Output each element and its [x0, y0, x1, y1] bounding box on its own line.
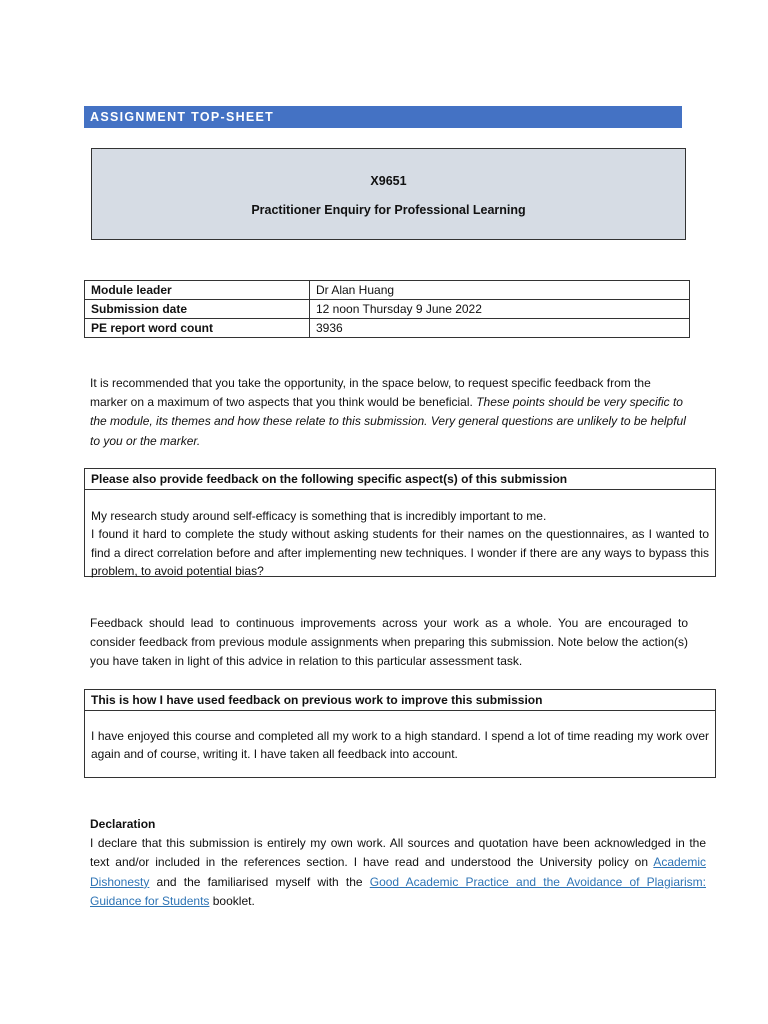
module-leader-value: Dr Alan Huang	[310, 281, 690, 300]
module-code: X9651	[370, 174, 407, 188]
intro-italic-text: These points should be very specific to the module, its themes and how these relate to this submission. Very general questions are unlikely to be helpful to you or the marker.	[90, 395, 686, 448]
previous-feedback-text: I have enjoyed this course and completed all my work to a high standard. I spend a lot of time reading my work over again and of course, writing it. I have taken all feedback into account.	[91, 729, 709, 762]
declaration-text-3: booklet.	[209, 894, 255, 909]
table-row	[85, 281, 690, 300]
previous-feedback-box	[84, 689, 716, 778]
specific-feedback-heading: Please also provide feedback on the following specific aspect(s) of this submission	[85, 469, 715, 490]
academic-dishonesty-link[interactable]: Academic Dishonesty	[90, 855, 706, 889]
table-row	[85, 300, 690, 319]
good-academic-practice-link[interactable]: Good Academic Practice and the Avoidance of Plagiarism: Guidance for Students	[90, 874, 706, 909]
submission-date-label: Submission date	[85, 300, 310, 319]
module-name: Practitioner Enquiry for Professional Learning	[251, 203, 526, 217]
intro-text: It is recommended that you take the opportunity, in the space below, to request specific feedback from the marker on a maximum of two aspects that you think would be beneficial.	[90, 376, 651, 410]
declaration-text-1: I declare that this submission is entirely my own work. All sources and quotation have been acknowledged in the text and/or included in the references section. I have read and understood the University policy on	[90, 836, 706, 870]
previous-feedback-body[interactable]	[85, 711, 715, 764]
declaration-text-2: and the familiarised myself with the	[149, 874, 370, 889]
declaration-title: Declaration	[90, 817, 156, 831]
module-title-box	[91, 148, 686, 240]
assignment-top-sheet-header: ASSIGNMENT TOP-SHEET	[84, 106, 682, 128]
module-info-table	[84, 280, 690, 338]
word-count-value: 3936	[310, 319, 690, 338]
specific-feedback-line-1: My research study around self-efficacy is something that is incredibly important to me.	[91, 509, 547, 523]
specific-feedback-box	[84, 468, 716, 577]
word-count-label: PE report word count	[85, 319, 310, 338]
table-row	[85, 319, 690, 338]
specific-feedback-line-2: I found it hard to complete the study without asking students for their names on the questionnaires, as I wanted to find a direct correlation before and after implementing new techniques. I wonder if there are any ways to bypass this problem, to avoid potential bias?	[91, 527, 709, 578]
specific-feedback-body[interactable]	[85, 490, 715, 580]
feedback-note-paragraph: Feedback should lead to continuous improvements across your work as a whole. You are encouraged to consider feedback from previous module assignments when preparing this submission. Note below the action(s) you have taken in light of this advice in relation to this particular assessment task.	[90, 616, 688, 669]
declaration-paragraph	[90, 834, 706, 912]
previous-feedback-heading: This is how I have used feedback on previous work to improve this submission	[85, 690, 715, 711]
intro-paragraph	[90, 374, 688, 451]
submission-date-value: 12 noon Thursday 9 June 2022	[310, 300, 690, 319]
module-leader-label: Module leader	[85, 281, 310, 300]
